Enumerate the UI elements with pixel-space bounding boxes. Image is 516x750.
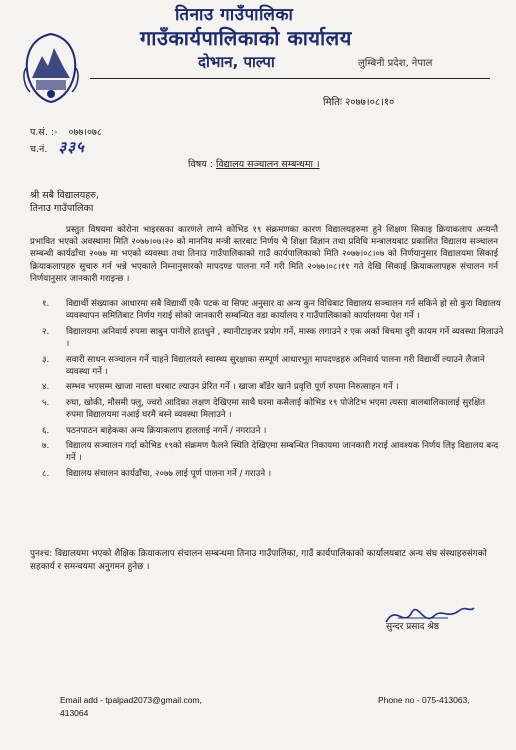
province-label: लुम्बिनी प्रदेश, नेपाल [358, 58, 433, 69]
addressee-line-2: तिनाउ गाउँपालिका [30, 203, 94, 214]
list-item-number: ६. [42, 425, 50, 436]
footer-email [60, 694, 230, 720]
list-item-text: विद्यालय संचालन कार्यढाँचा, २०७७ लाई पूर्ण पालना गर्ने / गराउने । [66, 468, 272, 479]
addressee-block [30, 189, 99, 215]
list-item-number: ८. [42, 468, 50, 479]
date-value: २०७७।०८।१० [345, 97, 395, 108]
list-item [30, 354, 504, 379]
subject-line [188, 157, 320, 170]
list-item-text: विद्यालयमा अनिवार्य रुपमा साबुन पानीले हातधुने , स्यानीटाइजर प्रयोग गर्ने, मास्क लगाउने र एक अर्का बिचमा दुरी कायम गर्ने व्यवस्था मिलाउने । [66, 326, 504, 350]
list-item [30, 440, 504, 465]
addressee-line-1: श्री सबै विद्यालयहरु, [30, 190, 99, 201]
list-item [30, 298, 504, 323]
nepal-emblem-icon [20, 28, 82, 106]
cn-label: च.नं. [30, 144, 48, 155]
email-line: Email add - tpalpad2073@gmail.com, [60, 695, 202, 705]
list-item-number: ३. [42, 354, 50, 365]
subject-text: विद्यालय सञ्चालन सम्बन्धमा । [216, 159, 320, 170]
list-item-text: सवारी साधन सञ्चालन गर्ने चाहने विद्यालयले स्वास्थ्य सुरक्षाका सम्पूर्ण आधारभूत मापदण्डहरु अनिवार्य पालना गरी विद्यार्थी ल्याउने लैजाने व्यवस्था गर्ने । [66, 354, 485, 378]
body-paragraph: प्रस्तुत विषयमा कोरोना भाइरसका कारणले लाग्ने कोभिड १९ संक्रमणका कारण विद्यालयहरुमा हुने शिक्षण सिकाइ क्रियाकलाप अन्यन्तै प्रभावित भएको अवस्थामा मिति २०७७।०७।२० को माननिय मन्त्री स्तरबाट निर्णय भै शिक्षा विज्ञान तथा प्रविधि मन्त्रालयबाट प्रकाशित विद्यालय सञ्चालन सम्बन्धी कार्यढाँचा २०७७ मा भएको व्यवस्था तथा तिनाउ गाउँपालिकाको गाउँ कार्यपालिकाको मिति २०७७।०८।०७ को निर्णयानुसार विद्यालयमा सिकाई क्रियाकलापहरु सुचारु गर्न भन्ने भएकाले निम्नानुसारको मापदण्ड पालना गर्ने गरी मिति २०७७।०८।११ गते देखि सिकाई क्रियाकलापहरु संचालन गर्न निर्णयानुसार जानकारी गराइन्छ । [30, 225, 498, 284]
list-item [30, 425, 504, 437]
list-item-number: २. [42, 326, 50, 337]
list-item-text: विद्यालय सञ्चालन गर्दा कोभिड १९को संक्रमण फैलने स्थिति देखिएमा सम्बन्धित निकायमा जानकारी गराई आवश्यक निर्णय लिइ विद्यालय बन्द गर्ने । [66, 441, 499, 464]
list-item-number: १. [42, 299, 50, 309]
list-item-text: पठनपाठन बाहेकका अन्य क्रियाकलाप हाललाई नगर्ने / नगराउने । [66, 425, 267, 436]
list-item [30, 468, 504, 480]
header-divider [90, 78, 490, 79]
ps-label: प.सं. :- [30, 127, 58, 138]
list-item [30, 397, 504, 422]
list-item [30, 326, 504, 351]
list-item-number: ७. [42, 441, 50, 452]
office-name: गाउँकार्यपालिकाको कार्यालय [140, 26, 352, 50]
cn-row [30, 140, 102, 157]
office-location: दोभान, पाल्पा [198, 53, 275, 71]
date-label: मितिः [323, 97, 342, 108]
list-item-number: ५. [42, 397, 50, 408]
list-item-number: ४. [42, 382, 50, 393]
list-item-text: सम्भव भएसम्म खाजा नास्ता घरबाट ल्याउन प्रेरित गर्ने । खाजा बाँडेर खाने प्रवृत्ति पूर्ण रुपमा निरुत्साहन गर्ने । [66, 382, 399, 393]
postscript: पुनश्च: विद्यालयमा भएको शैक्षिक क्रियाकलाप संचालन सम्बन्धमा तिनाउ गाउँपालिका, गाउँ कार्यपालिकाको कार्यालयबाट अन्य संघ संस्थाहरुसंगको सहकार्य र समन्वयमा अनुगमन हुनेछ । [30, 549, 487, 572]
subject-label: विषय : [188, 159, 213, 170]
reference-block [30, 126, 102, 157]
list-item [30, 381, 504, 393]
letter-date [323, 94, 394, 108]
signature-mark [378, 598, 478, 638]
municipality-name: तिनाउ गाउँपालिका [175, 5, 294, 25]
list-item-text: रुघा, खोकी, मौसमी फ्लु, ज्वरो आदिका लक्षण देखिएमा साथै घरमा कसैलाई कोभिड १९ पोजेटिभ भएमा त्यस्ता बालबालिकालाई सुरक्षित रुपमा विद्यालयमा नआई घरमै बस्ने व्यवस्था मिलाउने । [66, 397, 486, 421]
email-line-cont: 413064 [60, 708, 89, 718]
list-item-text: विद्यार्थी संख्याका आधारमा सबै विद्यार्थी एकै पटक वा सिफ्ट अनुसार वा अन्य कुन विधिबाट विद्यालय सञ्चालन गर्न सकिने हो सो कुरा विद्यालय व्यवस्थापन समितिबाट निर्णय गराई सोको जानकारी सम्बन्धित वडा कार्यालय र गाउँपालिकाको कार्यालयमा पेश गर्ने । [66, 299, 501, 322]
signer-name: सुन्दर प्रसाद श्रेष्ठ [386, 622, 440, 632]
footer-phone: Phone no - 075-413063, [378, 695, 470, 705]
directive-list [30, 298, 504, 483]
ps-value: ०७७।०७८ [68, 127, 102, 138]
cn-value-handwritten: ३३५ [58, 138, 85, 156]
